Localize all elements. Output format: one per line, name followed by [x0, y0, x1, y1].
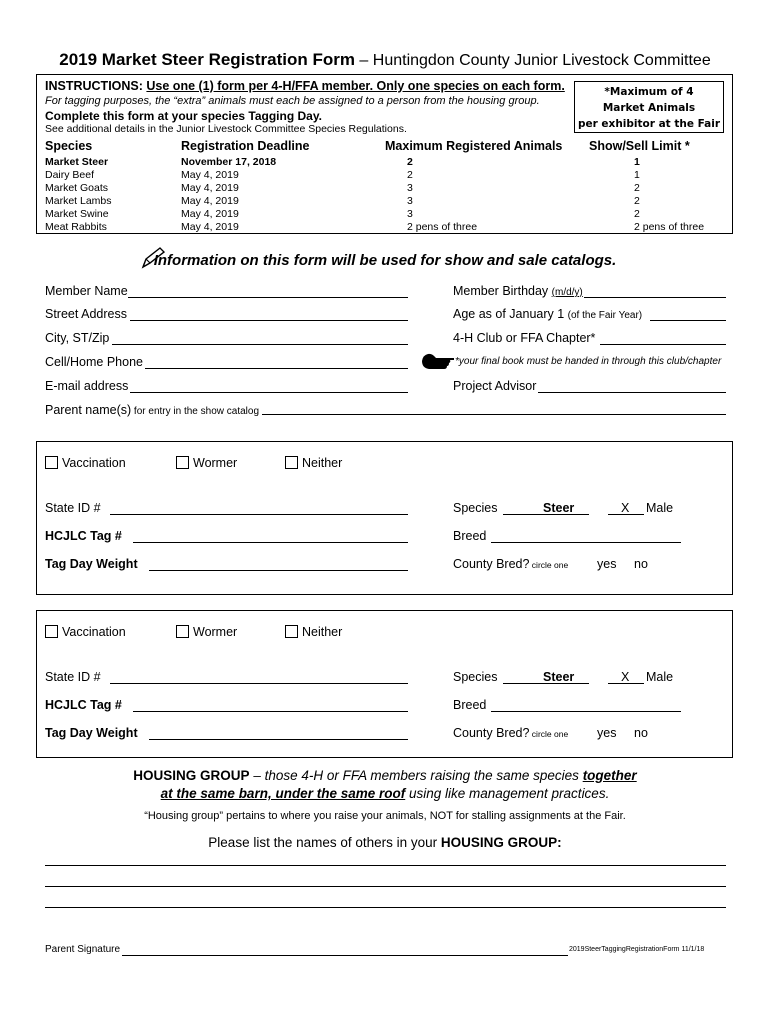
table-cell: 2	[407, 156, 413, 168]
housing-text-1: – those 4-H or FFA members raising the same species	[249, 768, 583, 783]
tag-weight-field[interactable]	[149, 739, 408, 740]
sex-mark: X	[621, 501, 630, 515]
breed-field[interactable]	[491, 711, 681, 712]
housing-name-line-3[interactable]	[45, 907, 726, 908]
neither-option[interactable]	[285, 456, 342, 470]
housing-text-2: using like management practices.	[405, 786, 610, 801]
hcjlc-tag-label: HCJLC Tag #	[45, 698, 122, 712]
header-species: Species	[45, 139, 93, 153]
max-animals-box	[574, 81, 724, 133]
wormer-label: Wormer	[193, 456, 238, 470]
parent-signature-label: Parent Signature	[45, 944, 121, 955]
wormer-option[interactable]	[176, 456, 237, 470]
parent-label: Parent name(s)	[45, 403, 132, 417]
street-address-label: Street Address	[45, 307, 127, 321]
animal-block-2	[36, 610, 733, 758]
age-note: (of the Fair Year)	[567, 310, 643, 321]
state-id-field[interactable]	[110, 683, 408, 684]
county-bred-no[interactable]: no	[634, 726, 648, 740]
member-name-label: Member Name	[45, 284, 128, 298]
circle-one-note: circle one	[529, 729, 569, 739]
species-value: Steer	[543, 501, 575, 515]
table-cell: 1	[634, 169, 640, 181]
breed-field[interactable]	[491, 542, 681, 543]
club-field[interactable]	[600, 344, 726, 345]
vaccination-label: Vaccination	[62, 456, 126, 470]
table-cell: Market Steer	[45, 156, 109, 168]
tag-weight-field[interactable]	[149, 570, 408, 571]
instructions-box	[36, 74, 733, 234]
sex-mark: X	[621, 670, 630, 684]
table-cell: 2	[407, 169, 413, 181]
table-cell: 2	[634, 208, 640, 220]
table-cell: 2	[634, 182, 640, 194]
vaccination-checkbox[interactable]	[45, 456, 58, 469]
email-label: E-mail address	[45, 379, 129, 393]
advisor-field[interactable]	[538, 392, 726, 393]
info-line: Information on this form will be used for show and sale catalogs.	[153, 252, 617, 269]
form-id: 2019SteerTaggingRegistrationForm 11/1/18	[569, 946, 705, 953]
vaccination-checkbox[interactable]	[45, 625, 58, 638]
housing-list-prompt	[0, 835, 770, 850]
table-cell: 3	[407, 208, 413, 220]
parent-names-field[interactable]	[262, 414, 726, 415]
city-label: City, ST/Zip	[45, 331, 110, 345]
phone-label: Cell/Home Phone	[45, 355, 143, 369]
table-cell: 2 pens of three	[407, 221, 478, 233]
housing-name-line-2[interactable]	[45, 886, 726, 887]
advisor-label: Project Advisor	[453, 379, 537, 393]
housing-name-line-1[interactable]	[45, 865, 726, 866]
birthday-note: (m/d/y)	[551, 287, 583, 298]
housing-line-1	[0, 768, 770, 783]
county-bred-no[interactable]: no	[634, 557, 648, 571]
neither-checkbox[interactable]	[285, 625, 298, 638]
club-label: 4-H Club or FFA Chapter*	[453, 331, 596, 345]
max-box-line-3: per exhibitor at the Fair	[577, 118, 721, 130]
state-id-label: State ID #	[45, 501, 101, 515]
phone-field[interactable]	[145, 368, 408, 369]
vaccination-option[interactable]	[45, 625, 126, 639]
hcjlc-tag-label: HCJLC Tag #	[45, 529, 122, 543]
table-cell: 2	[634, 195, 640, 207]
housing-prompt-label: HOUSING GROUP:	[440, 835, 562, 850]
state-id-label: State ID #	[45, 670, 101, 684]
instructions-line-4: See additional details in the Junior Livestock Committee Species Regulations.	[45, 123, 407, 135]
housing-prompt-text: Please list the names of others in your	[208, 835, 441, 850]
vaccination-label: Vaccination	[62, 625, 126, 639]
tag-weight-label: Tag Day Weight	[45, 726, 138, 740]
housing-note: “Housing group” pertains to where you raise your animals, NOT for stalling assignments at the Fair.	[144, 810, 626, 822]
table-cell: November 17, 2018	[181, 156, 277, 168]
parent-names-label	[45, 403, 259, 417]
county-bred-label	[453, 557, 568, 571]
table-cell: 1	[634, 156, 640, 168]
table-cell: Market Lambs	[45, 195, 112, 207]
table-cell: May 4, 2019	[181, 169, 239, 181]
table-cell: Meat Rabbits	[45, 221, 107, 233]
table-cell: 3	[407, 182, 413, 194]
pointing-hand-icon	[420, 350, 456, 377]
birthday-label	[453, 284, 583, 298]
county-bred-yes[interactable]: yes	[597, 726, 617, 740]
instructions-label: INSTRUCTIONS:	[45, 79, 143, 93]
vaccination-option[interactable]	[45, 456, 126, 470]
instructions-rule: Use one (1) form per 4-H/FFA member. Only one species on each form.	[146, 79, 565, 93]
table-cell: 3	[407, 195, 413, 207]
circle-one-note: circle one	[529, 560, 569, 570]
animal-block-1	[36, 441, 733, 595]
housing-together: together	[582, 768, 637, 783]
instructions-line-2: For tagging purposes, the “extra” animals must each be assigned to a person from the housing group.	[45, 95, 540, 107]
age-text: Age as of January 1	[453, 307, 568, 321]
table-cell: May 4, 2019	[181, 221, 239, 233]
county-bred-text: County Bred?	[453, 726, 530, 740]
table-cell: 2 pens of three	[634, 221, 705, 233]
sex-label: Male	[646, 501, 674, 515]
wormer-option[interactable]	[176, 625, 237, 639]
parent-note: for entry in the show catalog	[131, 406, 260, 417]
table-cell: May 4, 2019	[181, 195, 239, 207]
county-bred-yes[interactable]: yes	[597, 557, 617, 571]
breed-label: Breed	[453, 698, 487, 712]
neither-label: Neither	[302, 625, 343, 639]
wormer-checkbox[interactable]	[176, 625, 189, 638]
header-deadline: Registration Deadline	[181, 139, 310, 153]
instructions-line-3: Complete this form at your species Tagging Day.	[45, 109, 322, 123]
neither-label: Neither	[302, 456, 343, 470]
parent-signature-field[interactable]	[122, 955, 568, 956]
sex-label: Male	[646, 670, 674, 684]
table-cell: Market Goats	[45, 182, 109, 194]
species-label: Species	[453, 670, 498, 684]
wormer-checkbox[interactable]	[176, 456, 189, 469]
header-show-sell-limit: Show/Sell Limit *	[589, 139, 690, 153]
housing-same-barn: at the same barn, under the same roof	[160, 786, 406, 801]
header-max-registered: Maximum Registered Animals	[385, 139, 563, 153]
table-cell: May 4, 2019	[181, 182, 239, 194]
tag-weight-label: Tag Day Weight	[45, 557, 138, 571]
housing-label: HOUSING GROUP	[133, 768, 250, 783]
club-note: *your final book must be handed in through this club/chapter	[455, 356, 722, 367]
birthday-text: Member Birthday	[453, 284, 552, 298]
county-bred-label	[453, 726, 568, 740]
age-field[interactable]	[650, 320, 726, 321]
email-field[interactable]	[130, 392, 408, 393]
breed-label: Breed	[453, 529, 487, 543]
max-box-line-1: *Maximum of 4	[604, 86, 694, 98]
page-title	[0, 50, 770, 70]
max-box-line-2: Market Animals	[602, 102, 696, 114]
member-name-field[interactable]	[128, 297, 408, 298]
housing-line-2	[0, 786, 770, 801]
species-label: Species	[453, 501, 498, 515]
wormer-label: Wormer	[193, 625, 238, 639]
species-value: Steer	[543, 670, 575, 684]
table-cell: May 4, 2019	[181, 208, 239, 220]
form-subtitle: – Huntingdon County Junior Livestock Committee	[354, 52, 711, 69]
neither-checkbox[interactable]	[285, 456, 298, 469]
neither-option[interactable]	[285, 625, 342, 639]
street-address-field[interactable]	[130, 320, 408, 321]
table-cell: Dairy Beef	[45, 169, 95, 181]
birthday-field[interactable]	[584, 297, 726, 298]
form-title: 2019 Market Steer Registration Form	[59, 50, 355, 69]
table-cell: Market Swine	[45, 208, 109, 220]
county-bred-text: County Bred?	[453, 557, 530, 571]
hcjlc-tag-field[interactable]	[133, 711, 408, 712]
hcjlc-tag-field[interactable]	[133, 542, 408, 543]
age-label	[453, 307, 642, 321]
state-id-field[interactable]	[110, 514, 408, 515]
instructions-line-1	[45, 79, 565, 93]
city-field[interactable]	[112, 344, 408, 345]
